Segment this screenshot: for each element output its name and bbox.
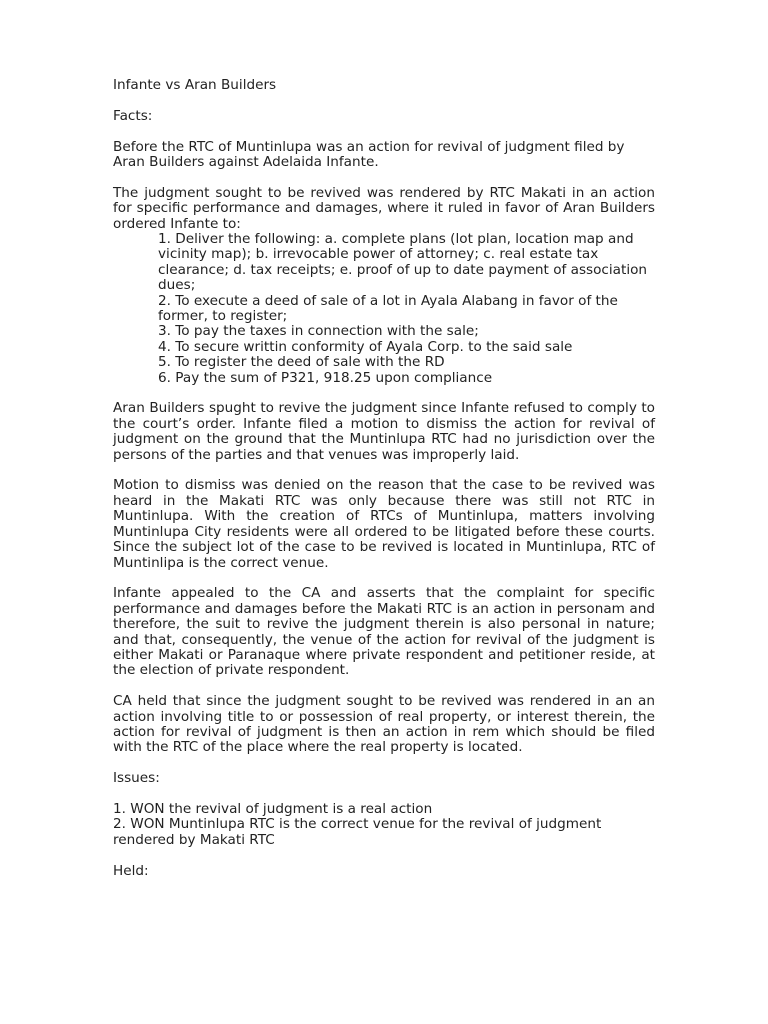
issues-heading: Issues: xyxy=(113,770,160,787)
facts-heading: Facts: xyxy=(113,107,153,124)
list-item: 1. WON the revival of judgment is a real action xyxy=(113,800,433,817)
list-item: 2. WON Muntinlupa RTC is the correct venue for the revival of judgment rendered by Makati RTC xyxy=(113,816,602,848)
paragraph: Motion to dismiss was denied on the reason that the case to be revived was heard in the Makati RTC was only because there was still not RTC in Muntinlupa. With the creation of RTCs of Muntinlupa, matters involving Muntinlupa City residents were all ordered to be litigated before these courts. Since the subject lot of the case to be revived is located in Muntinlupa, RTC of Muntinlipa is the correct venue. xyxy=(113,477,655,571)
list-item: 3. To pay the taxes in connection with the sale; xyxy=(158,323,479,340)
document-title: Infante vs Aran Builders xyxy=(113,77,277,93)
paragraph: Infante appealed to the CA and asserts that the complaint for specific performance and damages before the Makati RTC is an action in personam and therefore, the suit to revive the judgment therein is also personal in nature; and that, consequently, the venue of the action for revival of the judgment is either Makati or Paranaque where private respondent and petitioner reside, at the election of private respondent. xyxy=(113,585,655,679)
orders-list xyxy=(158,232,655,386)
list-item: 6. Pay the sum of P321, 918.25 upon compliance xyxy=(158,369,493,386)
paragraph: Aran Builders spught to revive the judgment since Infante refused to comply to the court’s order. Infante filed a motion to dismiss the action for revival of judgment on the ground that the Muntinlupa RTC had no jurisdiction over the persons of the parties and that venues was improperly laid. xyxy=(113,400,655,463)
list-item: 1. Deliver the following: a. complete plans (lot plan, location map and vicinity map); b. irrevocable power of attorney; c. real estate tax clearance; d. tax receipts; e. proof of up to date payment of association dues; xyxy=(158,231,648,294)
list-item: 5. To register the deed of sale with the RD xyxy=(158,354,445,371)
paragraph: CA held that since the judgment sought to be revived was rendered in an an action involving title to or possession of real property, or interest therein, the action for revival of judgment is then an action in rem which should be filed with the RTC of the place where the real property is located. xyxy=(113,693,655,756)
held-heading: Held: xyxy=(113,862,149,879)
issues-list xyxy=(113,802,655,848)
list-item: 2. To execute a deed of sale of a lot in Ayala Alabang in favor of the former, to register; xyxy=(158,292,618,325)
list-item: 4. To secure writtin conformity of Ayala Corp. to the said sale xyxy=(158,338,573,355)
paragraph: Before the RTC of Muntinlupa was an action for revival of judgment filed by Aran Builders against Adelaida Infante. xyxy=(113,138,625,170)
paragraph: The judgment sought to be revived was rendered by RTC Makati in an action for specific performance and damages, where it ruled in favor of Aran Builders ordered Infante to: xyxy=(113,184,655,232)
